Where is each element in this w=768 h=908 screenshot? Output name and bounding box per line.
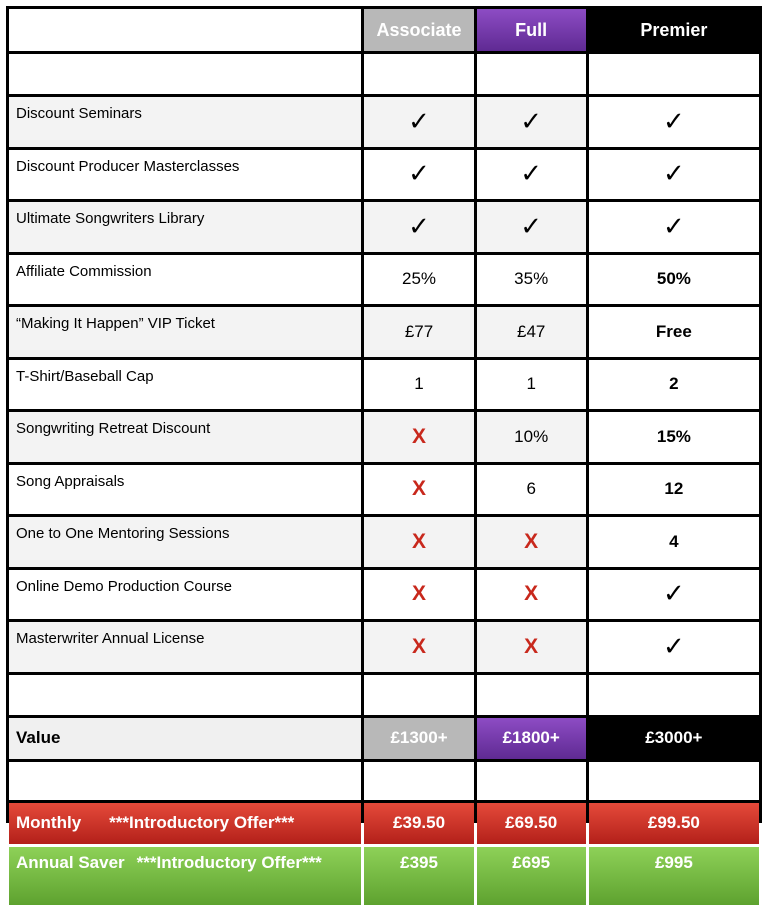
feature-label: T-Shirt/Baseball Cap — [9, 360, 361, 410]
feature-value-premier — [589, 202, 759, 252]
value-full: £1800+ — [477, 718, 586, 759]
cross-icon: X — [412, 529, 427, 553]
feature-row — [9, 412, 759, 462]
check-icon: ✓ — [408, 159, 430, 190]
feature-value-premier — [589, 517, 759, 567]
monthly-label: Monthly — [16, 813, 82, 832]
feature-value-full — [477, 307, 586, 357]
check-icon: ✓ — [408, 106, 430, 137]
blank-cell — [364, 762, 473, 800]
cross-icon: X — [412, 424, 427, 448]
feature-value-premier — [589, 97, 759, 147]
pricing-table-frame — [6, 6, 762, 872]
feature-value-associate — [364, 360, 473, 410]
annual-label: Annual Saver — [16, 852, 125, 872]
feature-value-premier — [589, 360, 759, 410]
annual-price-associate[interactable]: £395 — [364, 847, 473, 905]
feature-label: Songwriting Retreat Discount — [9, 412, 361, 462]
value-row — [9, 718, 759, 759]
feature-value-premier — [589, 622, 759, 672]
feature-value-premier — [589, 307, 759, 357]
feature-value-associate — [364, 202, 473, 252]
feature-label: One to One Mentoring Sessions — [9, 517, 361, 567]
spacer-cell — [364, 54, 473, 94]
feature-value-full — [477, 202, 586, 252]
feature-value-premier — [589, 570, 759, 620]
feature-value-premier — [589, 465, 759, 515]
feature-label: Online Demo Production Course — [9, 570, 361, 620]
spacer-cell — [589, 54, 759, 94]
blank-row — [9, 762, 759, 800]
cross-icon: X — [524, 529, 539, 553]
check-icon: ✓ — [662, 106, 685, 137]
check-icon: ✓ — [520, 106, 543, 137]
check-icon: ✓ — [662, 631, 685, 662]
feature-label: Ultimate Songwriters Library — [9, 202, 361, 252]
monthly-label-cell — [9, 803, 361, 844]
feature-value-premier — [589, 150, 759, 200]
feature-value-text: 25% — [402, 269, 437, 289]
header-empty-cell — [9, 9, 361, 51]
check-icon: ✓ — [662, 159, 685, 190]
check-icon: ✓ — [520, 211, 543, 242]
feature-value-text: £77 — [404, 321, 434, 341]
feature-row — [9, 255, 759, 305]
spacer-row — [9, 54, 759, 94]
blank-cell — [477, 762, 586, 800]
feature-row — [9, 150, 759, 200]
spacer-cell — [364, 675, 473, 715]
spacer-row-bottom — [9, 675, 759, 715]
spacer-cell — [477, 675, 586, 715]
feature-value-associate — [364, 412, 473, 462]
check-icon: ✓ — [662, 211, 685, 242]
feature-value-full — [477, 517, 586, 567]
annual-label-cell — [9, 847, 361, 905]
cross-icon: X — [412, 477, 427, 501]
feature-value-associate — [364, 307, 473, 357]
feature-value-text: 4 — [669, 531, 679, 551]
tier-header-row — [9, 9, 759, 51]
feature-row — [9, 517, 759, 567]
feature-value-premier — [589, 412, 759, 462]
monthly-price-associate[interactable]: £39.50 — [364, 803, 473, 844]
feature-label: Song Appraisals — [9, 465, 361, 515]
annual-offer-text: ***Introductory Offer*** — [136, 852, 322, 872]
feature-value-text: 2 — [669, 374, 679, 394]
spacer-cell — [589, 675, 759, 715]
feature-value-full — [477, 465, 586, 515]
check-icon: ✓ — [662, 579, 685, 610]
monthly-offer-text: ***Introductory Offer*** — [109, 813, 295, 832]
feature-row — [9, 360, 759, 410]
feature-value-text: 10% — [514, 426, 549, 446]
cross-icon: X — [412, 582, 427, 606]
blank-cell — [9, 762, 361, 800]
feature-value-text: 6 — [526, 479, 536, 499]
monthly-price-row — [9, 803, 759, 844]
feature-row — [9, 307, 759, 357]
pricing-comparison-table — [6, 6, 762, 908]
feature-label: “Making It Happen” VIP Ticket — [9, 307, 361, 357]
feature-value-full — [477, 412, 586, 462]
feature-rows — [9, 97, 759, 672]
spacer-cell — [9, 675, 361, 715]
spacer-cell — [477, 54, 586, 94]
feature-value-full — [477, 150, 586, 200]
feature-value-associate — [364, 465, 473, 515]
feature-value-associate — [364, 622, 473, 672]
feature-label: Masterwriter Annual License — [9, 622, 361, 672]
feature-value-associate — [364, 97, 473, 147]
feature-label: Discount Seminars — [9, 97, 361, 147]
feature-value-text: 1 — [526, 374, 536, 394]
feature-value-text: 35% — [514, 269, 549, 289]
feature-value-full — [477, 622, 586, 672]
feature-value-text: 12 — [664, 479, 684, 499]
annual-price-premier[interactable]: £995 — [589, 847, 759, 905]
check-icon: ✓ — [408, 211, 430, 242]
feature-value-full — [477, 360, 586, 410]
feature-value-full — [477, 255, 586, 305]
feature-label: Discount Producer Masterclasses — [9, 150, 361, 200]
feature-value-text: 15% — [656, 426, 691, 446]
cross-icon: X — [524, 634, 539, 658]
feature-value-full — [477, 570, 586, 620]
monthly-price-premier[interactable]: £99.50 — [589, 803, 759, 844]
feature-row — [9, 570, 759, 620]
feature-row — [9, 622, 759, 672]
value-label: Value — [9, 718, 361, 759]
feature-value-premier — [589, 255, 759, 305]
feature-value-text: 50% — [656, 269, 691, 289]
annual-price-row — [9, 847, 759, 905]
feature-row — [9, 465, 759, 515]
feature-value-text: Free — [655, 321, 692, 341]
feature-row — [9, 97, 759, 147]
tier-header-associate: Associate — [364, 9, 473, 51]
tier-header-full: Full — [477, 9, 586, 51]
feature-value-associate — [364, 255, 473, 305]
feature-value-full — [477, 97, 586, 147]
check-icon: ✓ — [520, 159, 543, 190]
cross-icon: X — [412, 634, 427, 658]
feature-row — [9, 202, 759, 252]
value-associate: £1300+ — [364, 718, 473, 759]
feature-value-associate — [364, 570, 473, 620]
blank-cell — [589, 762, 759, 800]
spacer-cell — [9, 54, 361, 94]
annual-price-full[interactable]: £695 — [477, 847, 586, 905]
monthly-price-full[interactable]: £69.50 — [477, 803, 586, 844]
tier-header-premier: Premier — [589, 9, 759, 51]
feature-label: Affiliate Commission — [9, 255, 361, 305]
feature-value-associate — [364, 150, 473, 200]
feature-value-text: 1 — [414, 374, 424, 394]
feature-value-associate — [364, 517, 473, 567]
value-premier: £3000+ — [589, 718, 759, 759]
cross-icon: X — [524, 582, 539, 606]
feature-value-text: £47 — [516, 321, 546, 341]
